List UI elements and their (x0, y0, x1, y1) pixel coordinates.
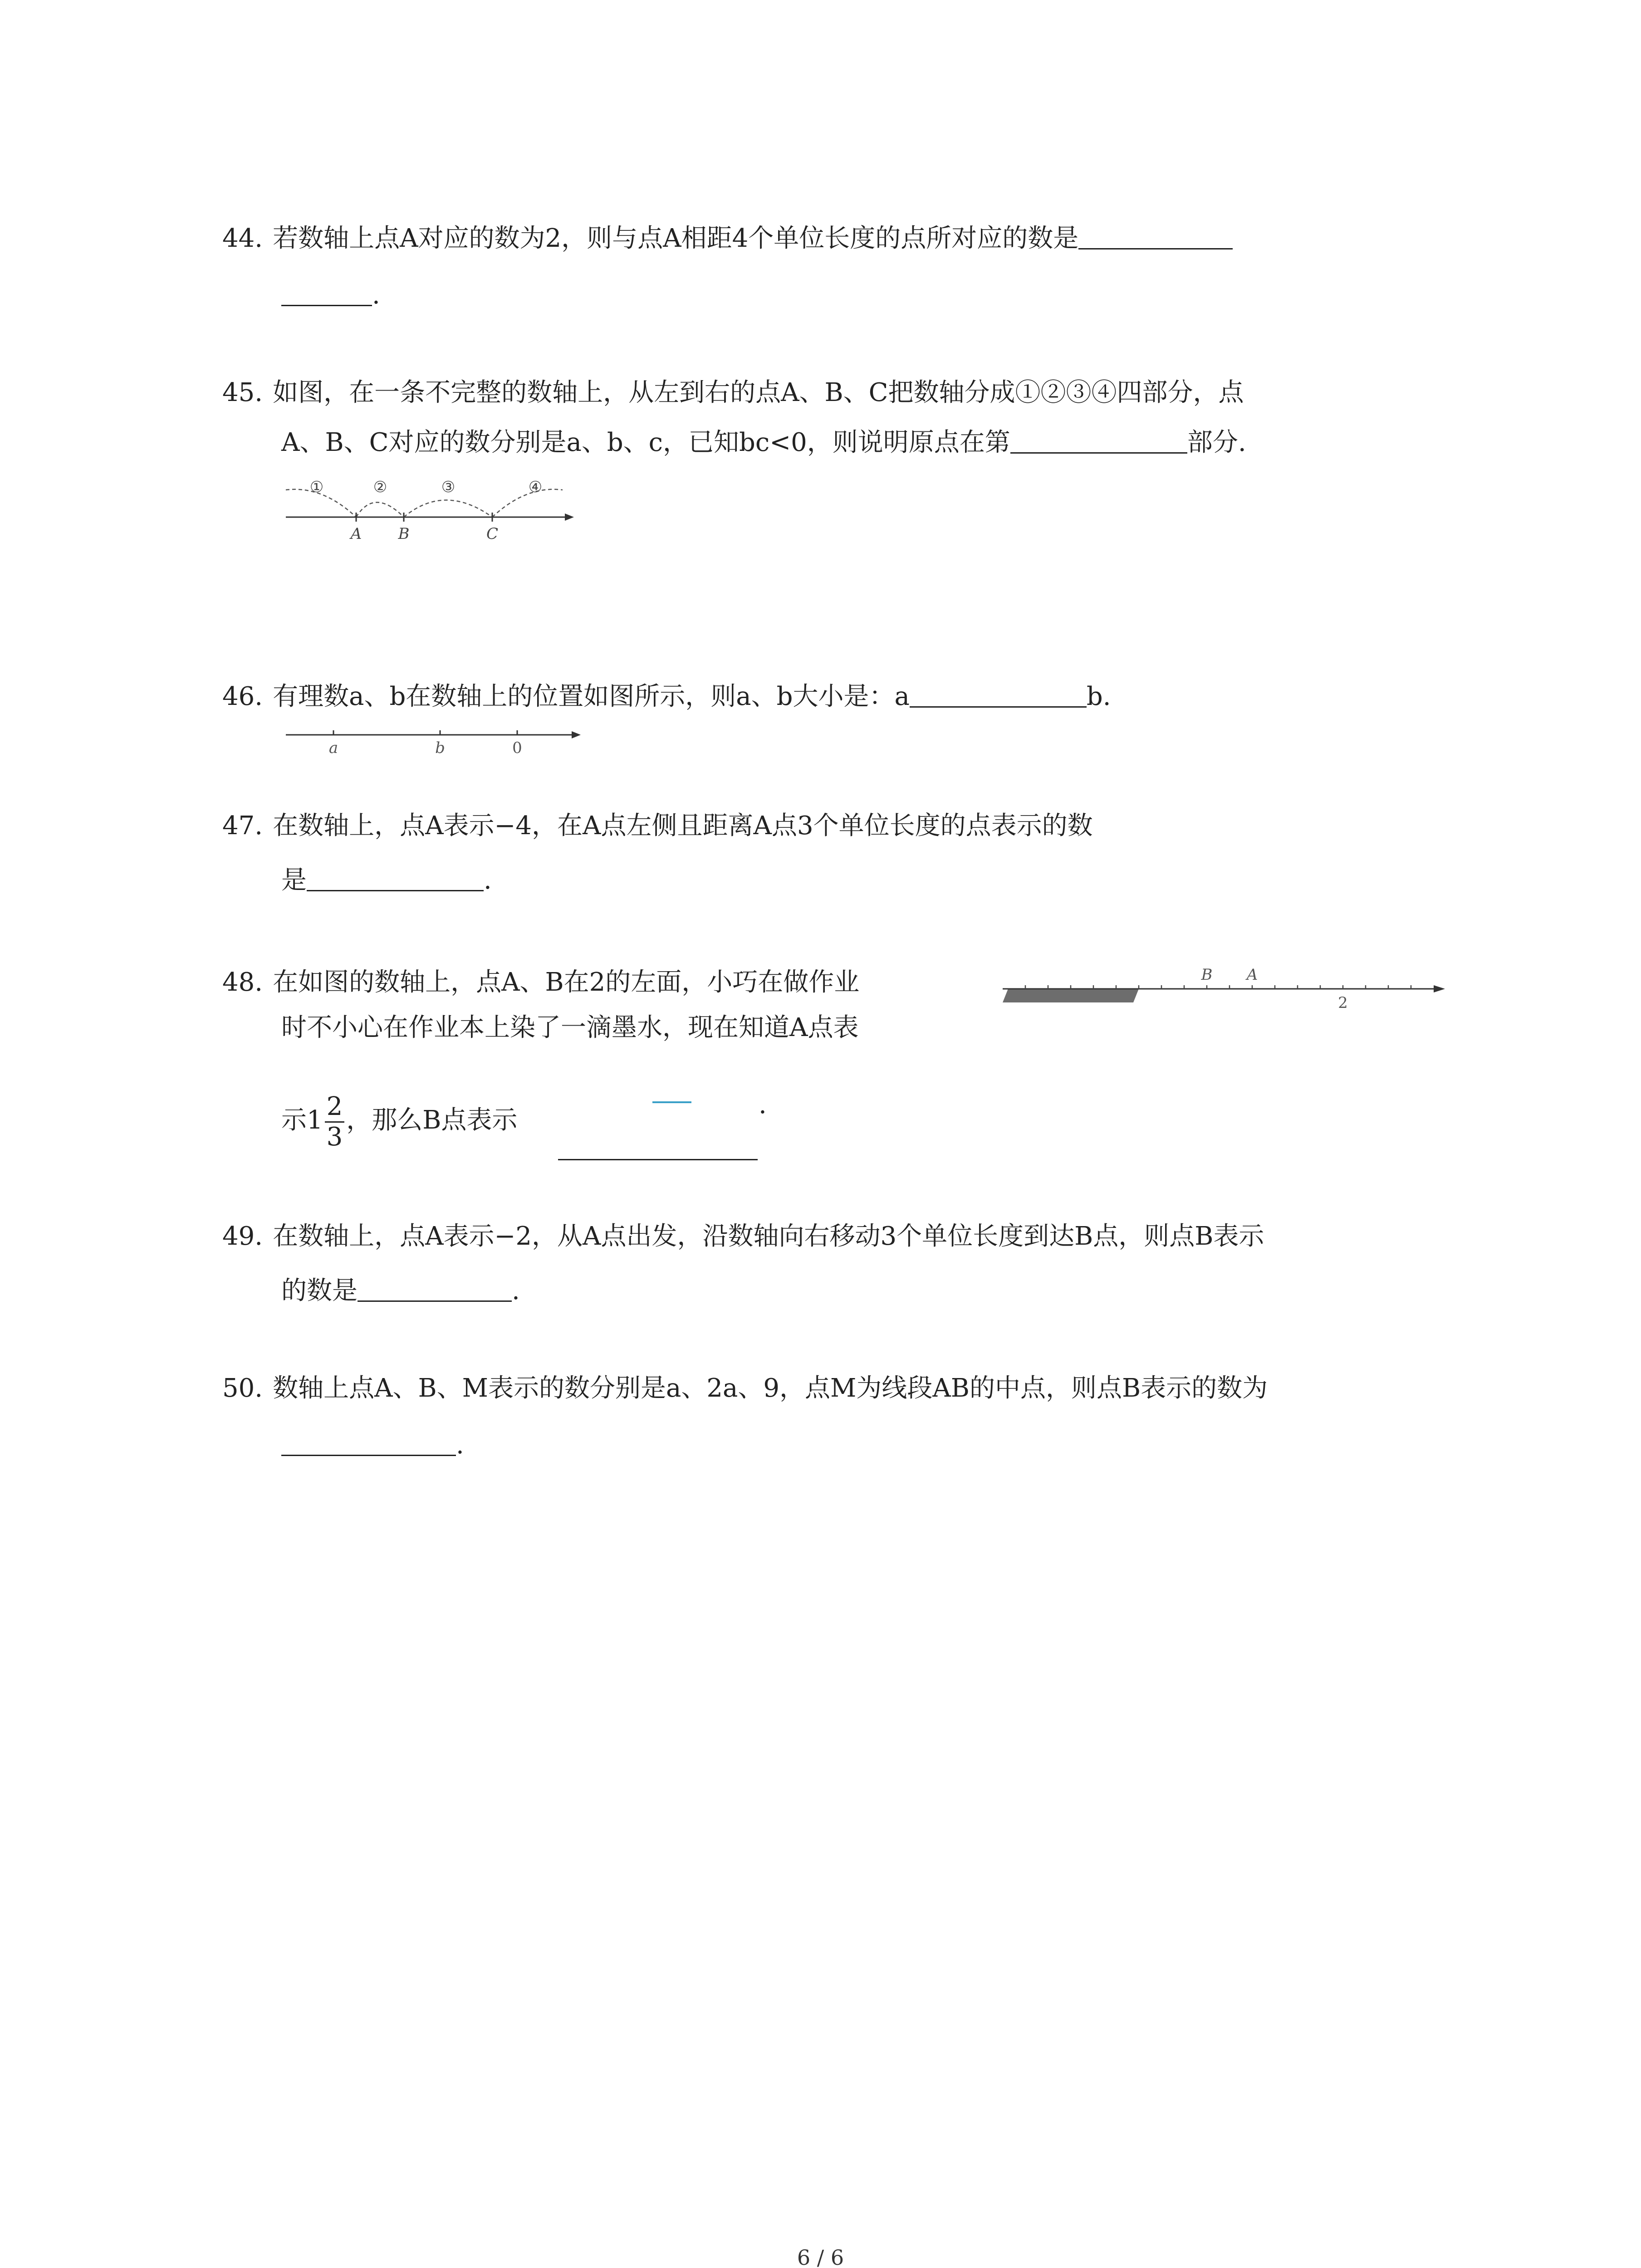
question-number: 48. (222, 968, 263, 997)
question-text: 的数是 (281, 1276, 358, 1305)
question-punct: . (759, 1090, 767, 1119)
answer-blank[interactable] (358, 1275, 512, 1302)
region-arc-3 (404, 500, 492, 518)
region-arc-2 (356, 503, 404, 518)
label-two: 2 (1338, 994, 1348, 1012)
answer-blank[interactable] (281, 1429, 456, 1456)
question-punct: . (484, 865, 492, 895)
region-label-4: ④ (528, 478, 543, 496)
question-47-line2 (281, 864, 492, 897)
question-number: 49. (222, 1222, 263, 1251)
answer-blank[interactable] (558, 1159, 758, 1160)
question-text: A、B、C对应的数分别是a、b、c，已知bc<0，则说明原点在第 (281, 428, 1010, 457)
question-48-line3 (281, 1086, 517, 1154)
answer-blank[interactable] (1010, 427, 1187, 454)
question-48-line1 (222, 966, 859, 999)
point-label-b: B (398, 525, 410, 543)
answer-blank[interactable] (307, 865, 484, 891)
question-number: 50. (222, 1374, 263, 1403)
region-arc-4 (492, 489, 563, 517)
question-punct: 部分. (1187, 428, 1246, 457)
question-44-line1 (222, 222, 1233, 255)
question-50-line2 (281, 1429, 464, 1461)
point-label-a: A (350, 525, 362, 543)
question-text: 是 (281, 865, 307, 895)
region-label-2: ② (373, 478, 387, 496)
question-punct: . (456, 1430, 464, 1460)
fraction-two-thirds (325, 1092, 345, 1152)
question-text: ，那么B点表示 (346, 1105, 518, 1135)
question-46-line1 (222, 680, 1111, 713)
question-48-punct (759, 1089, 767, 1121)
fraction-numerator: 2 (325, 1092, 345, 1123)
region-label-1: ① (309, 478, 324, 496)
question-text: 如图，在一条不完整的数轴上，从左到右的点A、B、C把数轴分成①②③④四部分，点 (273, 378, 1244, 407)
answer-blank-continued[interactable] (281, 279, 372, 306)
label-zero: 0 (512, 739, 522, 757)
region-label-3: ③ (441, 478, 456, 496)
number-line-figure-46 (281, 721, 590, 762)
question-48-line2 (281, 1012, 858, 1044)
question-50-line1 (222, 1372, 1268, 1405)
question-number: 47. (222, 811, 263, 841)
teal-dash-mark (652, 1101, 691, 1103)
question-49-line1 (222, 1220, 1264, 1253)
point-label-c: C (486, 525, 499, 543)
question-text: 时不小心在作业本上染了一滴墨水，现在知道A点表 (281, 1013, 859, 1042)
question-45-line1 (222, 376, 1244, 409)
question-49-line2 (281, 1275, 520, 1307)
question-47-line1 (222, 810, 1093, 842)
page-number: 6 / 6 (797, 2245, 844, 2268)
question-text-prefix: 示1 (281, 1105, 323, 1135)
number-line-figure-48 (998, 957, 1456, 1016)
question-punct: b. (1086, 682, 1111, 711)
label-a: A (1246, 966, 1258, 984)
question-punct: . (512, 1276, 520, 1305)
question-text: 在如图的数轴上，点A、B在2的左面，小巧在做作业 (273, 968, 860, 997)
question-text: 在数轴上，点A表示−2，从A点出发，沿数轴向右移动3个单位长度到达B点，则点B表示 (273, 1222, 1264, 1251)
axis-arrow (1434, 985, 1445, 992)
question-text: 有理数a、b在数轴上的位置如图所示，则a、b大小是：a (273, 682, 910, 711)
question-number: 45. (222, 378, 263, 407)
question-44-line2 (281, 279, 380, 312)
answer-blank[interactable] (910, 681, 1087, 708)
axis-arrow (565, 513, 574, 521)
question-45-line2 (281, 426, 1246, 459)
answer-blank[interactable] (1078, 223, 1233, 249)
fraction-denominator: 3 (326, 1122, 343, 1152)
number-line-figure-45 (281, 472, 581, 544)
question-number: 46. (222, 682, 263, 711)
label-a: a (328, 739, 338, 757)
label-b: B (1201, 966, 1213, 984)
question-text: 若数轴上点A对应的数为2，则与点A相距4个单位长度的点所对应的数是 (273, 224, 1079, 253)
question-number: 44. (222, 224, 263, 253)
question-text: 在数轴上，点A表示−4，在A点左侧且距离A点3个单位长度的点表示的数 (273, 811, 1093, 841)
question-punct: . (372, 280, 380, 310)
question-text: 数轴上点A、B、M表示的数分别是a、2a、9，点M为线段AB的中点，则点B表示的数为 (273, 1374, 1268, 1403)
axis-arrow (572, 731, 581, 738)
ink-blot (1003, 989, 1139, 1002)
label-b: b (435, 739, 445, 757)
